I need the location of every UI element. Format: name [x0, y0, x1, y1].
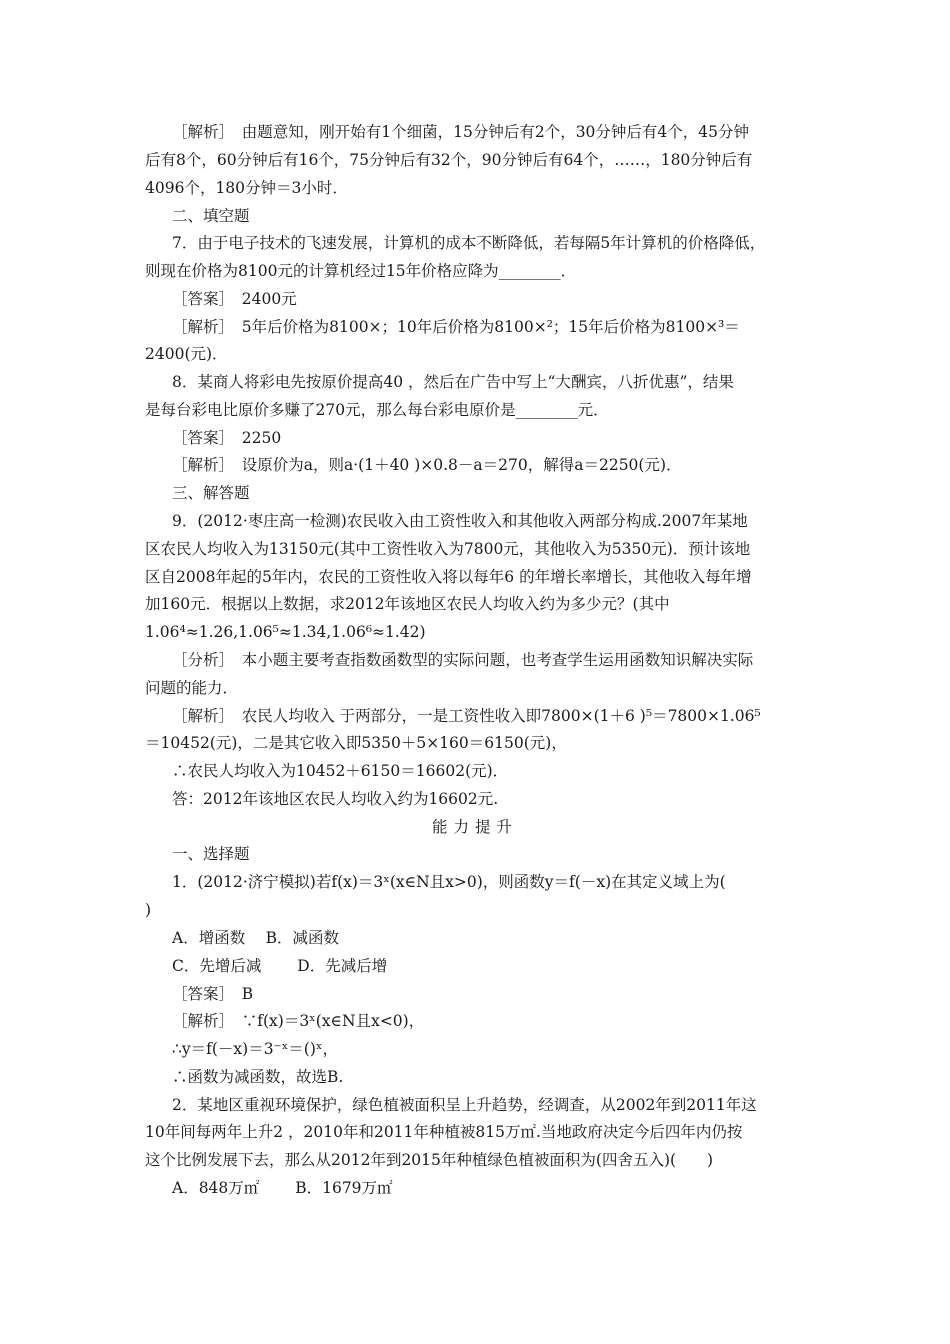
- text-line: 1．(2012·济宁模拟)若f(x)＝3ˣ(x∈N且x>0)，则函数y＝f(－x)在其定义域上为(: [172, 873, 726, 891]
- option-line: A．848万㎡ B．1679万㎡: [172, 1179, 393, 1197]
- section-heading: 二、填空题: [172, 207, 250, 225]
- text-line: ［解析］ ∵f(x)＝3ˣ(x∈N且x<0)，: [172, 1012, 425, 1030]
- text-line: 则现在价格为8100元的计算机经过15年价格应降为________．: [145, 262, 577, 280]
- option-line: A．增函数 B．减函数: [172, 929, 340, 947]
- text-line: 答：2012年该地区农民人均收入约为16602元.: [172, 790, 499, 808]
- text-line: 后有8个，60分钟后有16个，75分钟后有32个，90分钟后有64个，……，180分钟后有: [145, 151, 753, 169]
- section-title: 能力提升: [431, 818, 518, 836]
- text-line: 加160元．根据以上数据，求2012年该地区农民人均收入约为多少元？(其中: [145, 595, 670, 613]
- text-line: 问题的能力．: [145, 679, 239, 697]
- text-line: ∴农民人均收入为10452＋6150＝16602(元)．: [172, 762, 509, 780]
- text-line: ［分析］ 本小题主要考查指数函数型的实际问题，也考查学生运用函数知识解决实际: [172, 651, 754, 669]
- section-heading: 三、解答题: [172, 484, 250, 502]
- answer-line: ［答案］ B: [172, 985, 254, 1003]
- text-line: ［解析］ 由题意知，刚开始有1个细菌，15分钟后有2个，30分钟后有4个，45分钟: [172, 123, 750, 141]
- text-line: 2．某地区重视环境保护，绿色植被面积呈上升趋势，经调查，从2002年到2011年这: [172, 1096, 757, 1114]
- section-heading: 一、选择题: [172, 845, 250, 863]
- text-line: ∴y＝f(－x)＝3⁻ˣ＝()ˣ，: [172, 1040, 338, 1058]
- text-line: ): [145, 901, 152, 919]
- text-line: 区自2008年起的5年内，农民的工资性收入将以每年6 的年增长率增长，其他收入每年增: [145, 568, 752, 586]
- text-line: 7．由于电子技术的飞速发展，计算机的成本不断降低，若每隔5年计算机的价格降低，: [172, 234, 766, 252]
- text-line: 4096个，180分钟＝3小时．: [145, 179, 348, 197]
- text-line: 8．某商人将彩电先按原价提高40 ，然后在广告中写上“大酬宾，八折优惠”，结果: [172, 373, 734, 391]
- text-line: 10年间每两年上升2 ，2010年和2011年种植被815万㎡.当地政府决定今后四年内仍按: [145, 1123, 743, 1141]
- text-line: ［解析］ 设原价为a，则a·(1＋40 )×0.8－a＝270，解得a＝2250(元)．: [172, 456, 682, 474]
- text-line: 9．(2012·枣庄高一检测)农民收入由工资性收入和其他收入两部分构成.2007年某地: [172, 512, 748, 530]
- text-line: 2400(元)．: [145, 345, 228, 363]
- answer-line: ［答案］ 2400元: [172, 290, 297, 308]
- text-line: 1.06⁴≈1.26,1.06⁵≈1.34,1.06⁶≈1.42): [145, 623, 426, 641]
- text-line: ［解析］ 农民人均收入 于两部分，一是工资性收入即7800×(1＋6 )⁵＝7800×1.06⁵: [172, 707, 761, 725]
- text-line: 是每台彩电比原价多赚了270元，那么每台彩电原价是________元．: [145, 401, 609, 419]
- answer-line: ［答案］ 2250: [172, 429, 282, 447]
- text-line: ＝10452(元)，二是其它收入即5350＋5×160＝6150(元)，: [145, 734, 567, 752]
- text-line: ∴函数为减函数，故选B.: [172, 1068, 344, 1086]
- text-line: ［解析］ 5年后价格为8100×；10年后价格为8100×²；15年后价格为8100×³＝: [172, 318, 740, 336]
- text-line: 区农民人均收入为13150元(其中工资性收入为7800元，其他收入为5350元)．预计该地: [145, 540, 751, 558]
- option-line: C．先增后减 D．先减后增: [172, 957, 388, 975]
- text-line: 这个比例发展下去，那么从2012年到2015年种植绿色植被面积为(四舍五入)( ): [145, 1151, 714, 1169]
